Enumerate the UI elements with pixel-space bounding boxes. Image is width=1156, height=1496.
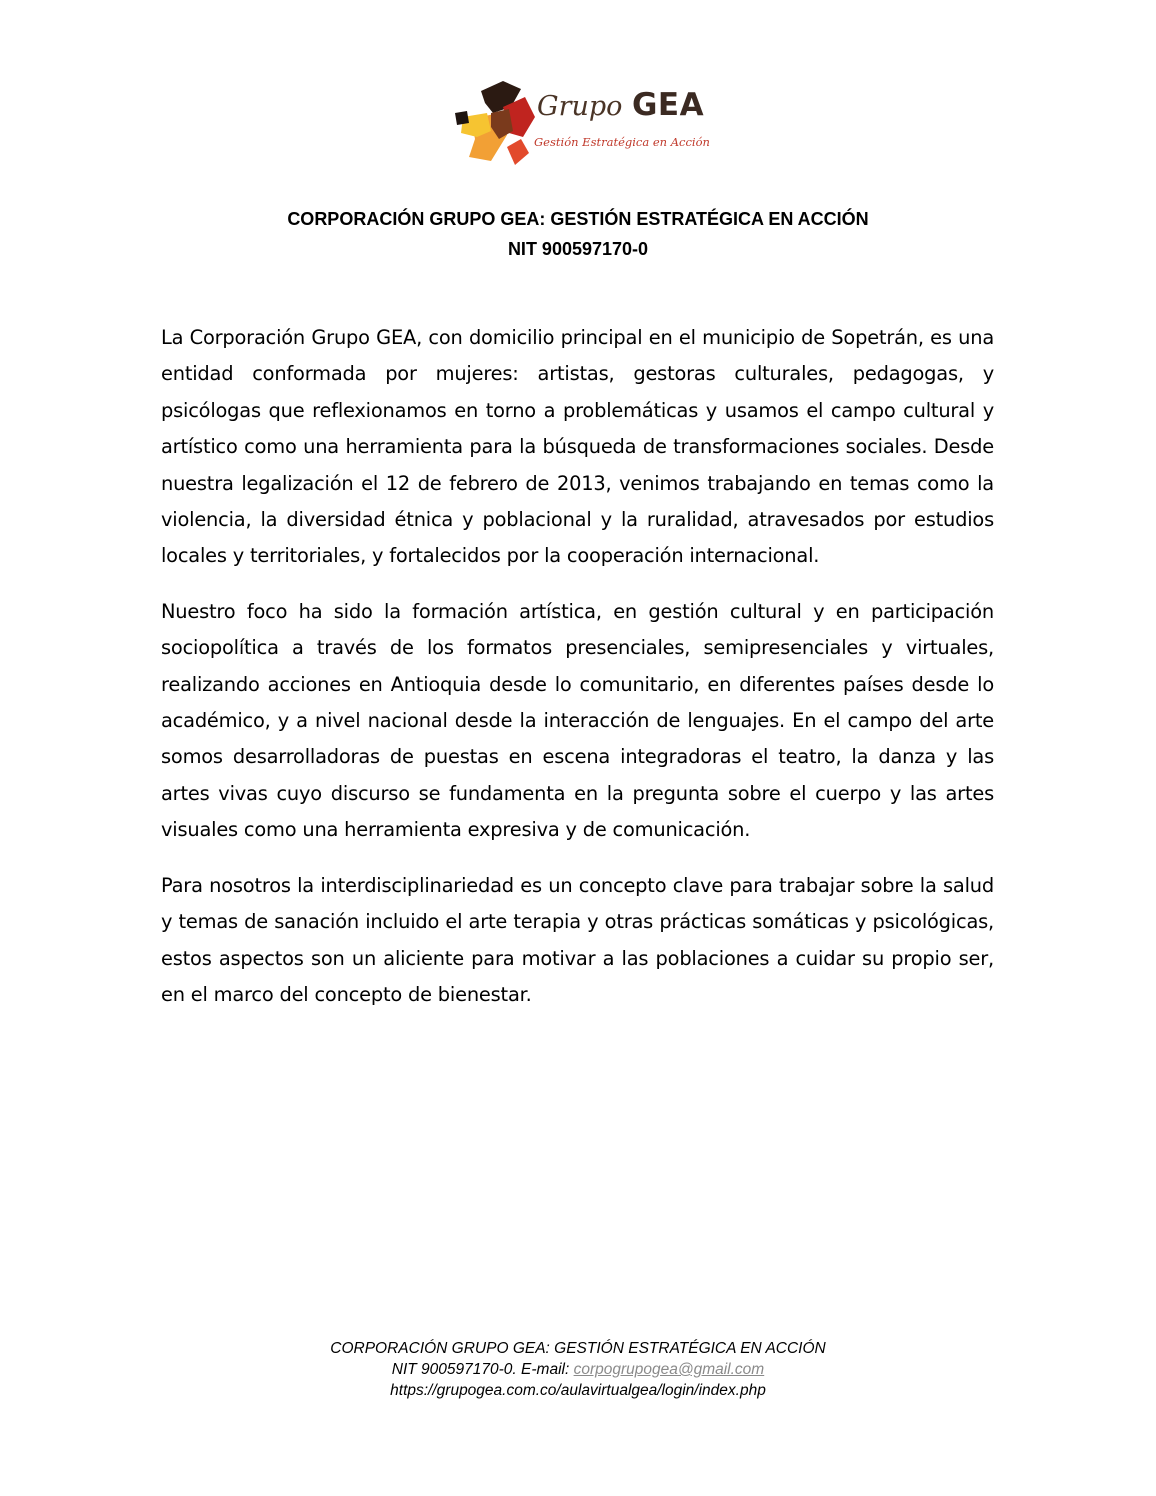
logo-mark-icon bbox=[451, 73, 541, 173]
logo-word-gea: GEA bbox=[631, 87, 705, 123]
heading-nit: NIT 900597170-0 bbox=[507, 239, 649, 259]
logo-tagline: Gestión Estratégica en Acción bbox=[534, 135, 710, 149]
document-body bbox=[161, 320, 994, 1032]
paragraph-2: Nuestro foco ha sido la formación artística, en gestión cultural y en participación sociopolítica a través de los formatos presenciales, semipresenciales y virtuales, realizando acciones en Antioquia desde lo comunitario, en diferentes países desde lo académico, y a nivel nacional desde la interacción de lenguajes. En el campo del arte somos desarrolladoras de puestas en escena integradoras el teatro, la danza y las artes vivas cuyo discurso se fundamenta en la pregunta sobre el cuerpo y las artes visuales como una herramienta expresiva y de comunicación. bbox=[161, 599, 994, 842]
paragraph-3: Para nosotros la interdisciplinariedad es un concepto clave para trabajar sobre la salud y temas de sanación incluido el arte terapia y otras prácticas somáticas y psicológicas, estos aspectos son un aliciente para motivar a las poblaciones a cuidar su propio ser, en el marco del concepto de bienestar. bbox=[161, 873, 994, 1006]
document-heading bbox=[0, 204, 1156, 264]
paragraph-1: La Corporación Grupo GEA, con domicilio principal en el municipio de Sopetrán, es una entidad conformada por mujeres: artistas, gestoras culturales, pedagogas, y psicólogas que reflexionamos en torno a problemáticas y usamos el campo cultural y artístico como una herramienta para la búsqueda de transformaciones sociales. Desde nuestra legalización el 12 de febrero de 2013, venimos trabajando en temas como la violencia, la diversidad étnica y poblacional y la ruralidad, atravesados por estudios locales y territoriales, y fortalecidos por la cooperación internacional. bbox=[161, 326, 994, 568]
footer-email-link[interactable]: corpogrupogea@gmail.com bbox=[573, 1361, 765, 1378]
logo-word-grupo: Grupo bbox=[537, 91, 623, 122]
logo-wordmark bbox=[537, 87, 704, 123]
footer-title: CORPORACIÓN GRUPO GEA: GESTIÓN ESTRATÉGICA EN ACCIÓN bbox=[330, 1340, 826, 1357]
footer-nit-label: NIT 900597170-0. E-mail: bbox=[391, 1361, 574, 1378]
footer-url: https://grupogea.com.co/aulavirtualgea/login/index.php bbox=[390, 1382, 766, 1399]
page-footer bbox=[0, 1338, 1156, 1401]
logo bbox=[441, 67, 715, 180]
heading-title: CORPORACIÓN GRUPO GEA: GESTIÓN ESTRATÉGICA EN ACCIÓN bbox=[287, 209, 869, 229]
footer-contact bbox=[0, 1359, 1156, 1380]
